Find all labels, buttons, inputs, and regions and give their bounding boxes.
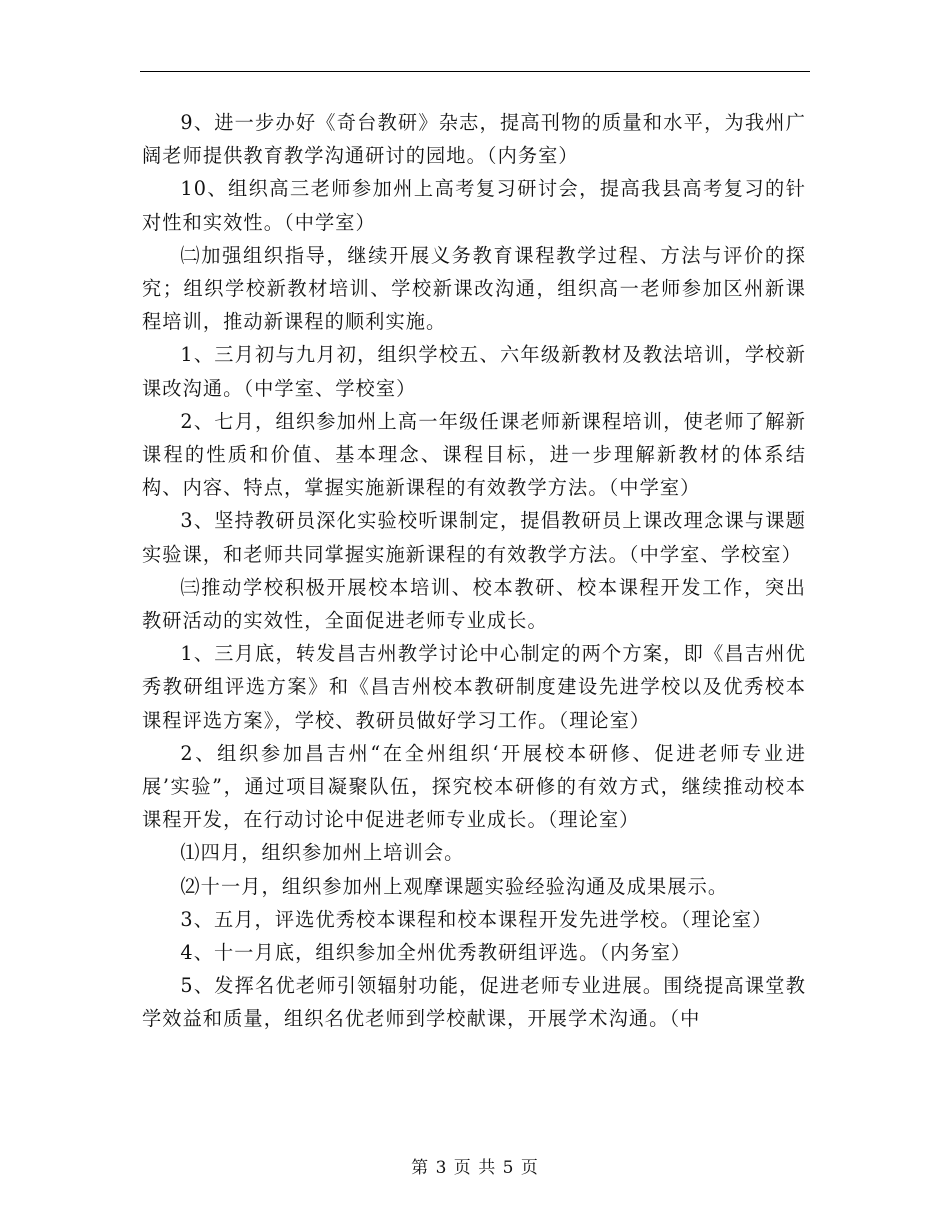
header-rule xyxy=(140,71,810,72)
paragraph: 1、三月底，转发昌吉州教学讨论中心制定的两个方案，即《昌吉州优秀教研组评选方案》和《昌吉州校本教研制度建设先进学校以及优秀校本课程评选方案》，学校、教研员做好学习工作。（理论室） xyxy=(142,642,806,732)
page-footer xyxy=(0,1153,950,1178)
paragraph: 5、发挥名优老师引领辐射功能，促进老师专业进展。围绕提高课堂教学效益和质量，组织名优老师到学校献课，开展学术沟通。（中 xyxy=(142,974,806,1031)
paragraph: 3、坚持教研员深化实验校听课制定，提倡教研员上课改理念课与课题实验课，和老师共同掌握实施新课程的有效教学方法。（中学室、学校室） xyxy=(142,509,806,566)
paragraph: 1、三月初与九月初，组织学校五、六年级新教材及教法培训，学校新课改沟通。（中学室、学校室） xyxy=(142,343,806,400)
paragraph: 10、组织高三老师参加州上高考复习研讨会，提高我县高考复习的针对性和实效性。（中学室） xyxy=(142,177,806,234)
document-body xyxy=(142,106,806,1036)
paragraph: ⑵十一月，组织参加州上观摩课题实验经验沟通及成果展示。 xyxy=(180,874,729,898)
page-number-label: 第 3 页 共 5 页 xyxy=(411,1158,539,1178)
paragraph: ㈡加强组织指导，继续开展义务教育课程教学过程、方法与评价的探究；组织学校新教材培训、学校新课改沟通，组织高一老师参加区州新课程培训，推动新课程的顺利实施。 xyxy=(142,243,806,334)
paragraph: 2、七月，组织参加州上高一年级任课老师新课程培训，使老师了解新课程的性质和价值、基本理念、课程目标，进一步理解新教材的体系结构、内容、特点，掌握实施新课程的有效教学方法。（中学室） xyxy=(142,409,806,500)
paragraph: 9、进一步办好《奇台教研》杂志，提高刊物的质量和水平，为我州广阔老师提供教育教学沟通研讨的园地。（内务室） xyxy=(142,111,806,168)
paragraph: ⑴四月，组织参加州上培训会。 xyxy=(180,841,465,865)
paragraph: 2、组织参加昌吉州“在全州组织‘开展校本研修、促进老师专业进展’实验”，通过项目凝聚队伍，探究校本研修的有效方式，继续推动校本课程开发，在行动讨论中促进老师专业成长。（理论室） xyxy=(142,741,806,832)
paragraph: 3、五月，评选优秀校本课程和校本课程开发先进学校。（理论室） xyxy=(180,907,773,931)
paragraph: 4、十一月底，组织参加全州优秀教研组评选。（内务室） xyxy=(180,941,692,965)
paragraph: ㈢推动学校积极开展校本培训、校本教研、校本课程开发工作，突出教研活动的实效性，全面促进老师专业成长。 xyxy=(142,575,806,633)
